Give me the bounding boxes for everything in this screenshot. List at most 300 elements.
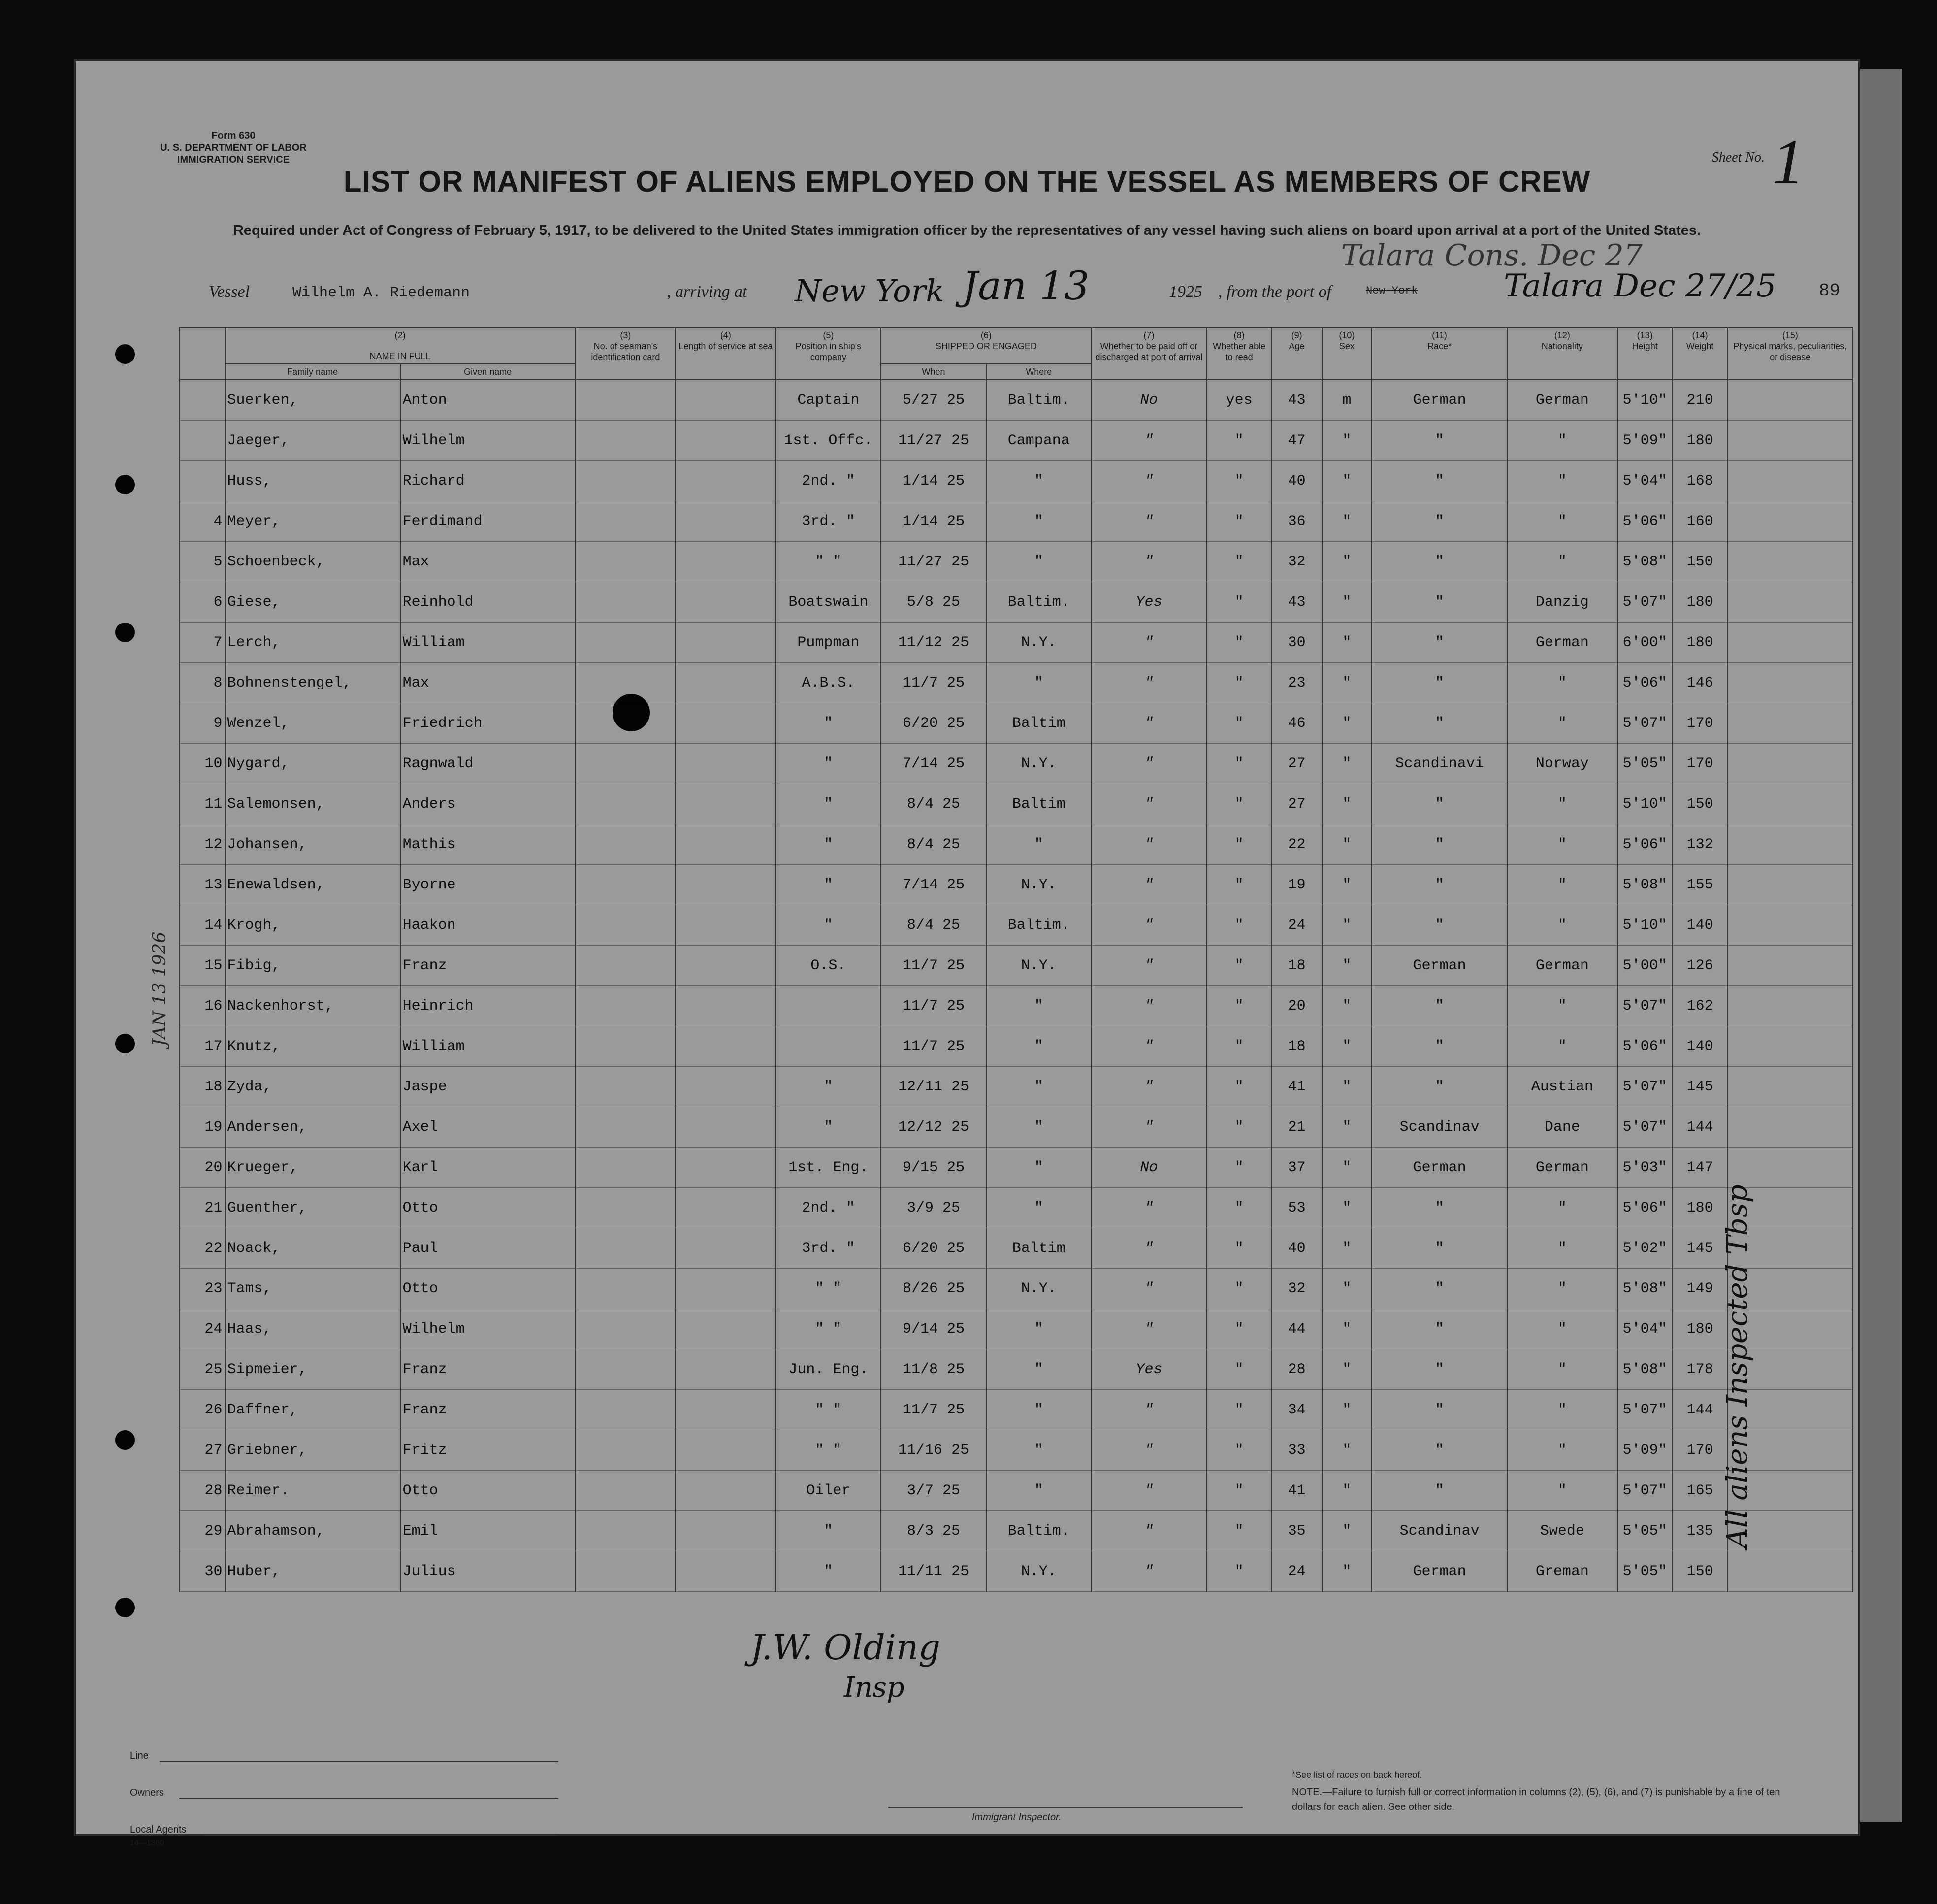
col-given-name: Given name xyxy=(400,364,576,380)
sex-cell: " xyxy=(1322,1269,1372,1309)
seaman-card-cell xyxy=(576,946,676,986)
age-cell: 23 xyxy=(1272,663,1322,703)
able-to-read-cell: " xyxy=(1207,1390,1272,1430)
able-to-read-cell: " xyxy=(1207,703,1272,744)
underlying-page-edge xyxy=(1856,69,1902,1822)
given-name-cell: Mathis xyxy=(400,824,576,865)
shipped-when-cell: 11/7 25 xyxy=(881,1026,986,1067)
race-cell: German xyxy=(1372,946,1507,986)
given-name-cell: Otto xyxy=(400,1471,576,1511)
position-cell: " " xyxy=(776,1430,881,1471)
nationality-cell: " xyxy=(1507,501,1617,542)
paid-off-cell: " xyxy=(1092,1390,1207,1430)
weight-cell: 145 xyxy=(1673,1228,1728,1269)
length-of-service-cell xyxy=(676,1148,775,1188)
line-rule xyxy=(160,1761,558,1762)
seaman-card-cell xyxy=(576,1349,676,1390)
row-number-cell: 19 xyxy=(180,1107,225,1148)
position-cell: " " xyxy=(776,1269,881,1309)
sex-cell: " xyxy=(1322,1551,1372,1592)
race-cell: " xyxy=(1372,582,1507,623)
punch-hole xyxy=(115,475,135,494)
age-cell: 53 xyxy=(1272,1188,1322,1228)
able-to-read-cell: " xyxy=(1207,1188,1272,1228)
given-name-cell: Ferdimand xyxy=(400,501,576,542)
able-to-read-cell: " xyxy=(1207,1228,1272,1269)
nationality-cell: Swede xyxy=(1507,1511,1617,1551)
paid-off-cell: " xyxy=(1092,501,1207,542)
paid-off-cell: " xyxy=(1092,986,1207,1026)
seaman-card-cell xyxy=(576,1026,676,1067)
sex-cell: " xyxy=(1322,784,1372,824)
shipped-when-cell: 11/7 25 xyxy=(881,1390,986,1430)
length-of-service-cell xyxy=(676,1309,775,1349)
age-cell: 43 xyxy=(1272,380,1322,421)
shipped-when-cell: 11/8 25 xyxy=(881,1349,986,1390)
physical-marks-cell xyxy=(1728,824,1853,865)
paid-off-cell: " xyxy=(1092,623,1207,663)
length-of-service-cell xyxy=(676,905,775,946)
position-cell: 2nd. " xyxy=(776,1188,881,1228)
race-cell: " xyxy=(1372,1026,1507,1067)
position-cell: Pumpman xyxy=(776,623,881,663)
paid-off-cell: " xyxy=(1092,542,1207,582)
height-cell: 5'07" xyxy=(1617,1471,1673,1511)
table-body xyxy=(180,380,1853,1592)
sex-cell: " xyxy=(1322,744,1372,784)
race-cell: " xyxy=(1372,1269,1507,1309)
race-cell: " xyxy=(1372,663,1507,703)
shipped-where-cell: Baltim. xyxy=(986,380,1092,421)
weight-cell: 180 xyxy=(1673,1188,1728,1228)
paid-off-cell: " xyxy=(1092,865,1207,905)
family-name-cell: Lerch, xyxy=(225,623,400,663)
height-cell: 5'07" xyxy=(1617,1107,1673,1148)
seaman-card-cell xyxy=(576,1471,676,1511)
race-cell: " xyxy=(1372,1349,1507,1390)
sex-cell: " xyxy=(1322,905,1372,946)
nationality-cell: " xyxy=(1507,784,1617,824)
table-row xyxy=(180,663,1853,703)
from-port-label: , from the port of xyxy=(1218,283,1332,301)
length-of-service-cell xyxy=(676,380,775,421)
inspector-label: Immigrant Inspector. xyxy=(972,1812,1062,1823)
weight-cell: 149 xyxy=(1673,1269,1728,1309)
age-cell: 22 xyxy=(1272,824,1322,865)
shipped-where-cell: " xyxy=(986,1390,1092,1430)
family-name-cell: Fibig, xyxy=(225,946,400,986)
race-cell: " xyxy=(1372,865,1507,905)
family-name-cell: Nygard, xyxy=(225,744,400,784)
table-row xyxy=(180,824,1853,865)
family-name-cell: Huss, xyxy=(225,461,400,501)
shipped-when-cell: 7/14 25 xyxy=(881,744,986,784)
table-header xyxy=(180,328,1853,380)
given-name-cell: Emil xyxy=(400,1511,576,1551)
race-cell: " xyxy=(1372,1188,1507,1228)
race-cell: " xyxy=(1372,784,1507,824)
table-row xyxy=(180,1430,1853,1471)
row-number-cell: 16 xyxy=(180,986,225,1026)
length-of-service-cell xyxy=(676,946,775,986)
department-name: U. S. DEPARTMENT OF LABOR xyxy=(160,142,307,153)
family-name-cell: Tams, xyxy=(225,1269,400,1309)
punch-hole xyxy=(115,1034,135,1053)
seaman-card-cell xyxy=(576,865,676,905)
paid-off-cell: " xyxy=(1092,1430,1207,1471)
table-row xyxy=(180,1309,1853,1349)
shipped-when-cell: 8/4 25 xyxy=(881,905,986,946)
given-name-cell: Haakon xyxy=(400,905,576,946)
height-cell: 5'08" xyxy=(1617,542,1673,582)
sex-cell: " xyxy=(1322,946,1372,986)
age-cell: 24 xyxy=(1272,1551,1322,1592)
row-number-cell: 10 xyxy=(180,744,225,784)
shipped-when-cell: 11/7 25 xyxy=(881,986,986,1026)
row-number-cell: 20 xyxy=(180,1148,225,1188)
family-name-cell: Meyer, xyxy=(225,501,400,542)
arriving-port: New York xyxy=(795,273,944,309)
given-name-cell: Wilhelm xyxy=(400,421,576,461)
page-subtitle: Required under Act of Congress of February 5, 1917, to be delivered to the United States immigration officer by the representatives of any vessel having such aliens on board upon arrival at a port of the United States. xyxy=(233,223,1701,238)
sex-cell: " xyxy=(1322,1107,1372,1148)
length-of-service-cell xyxy=(676,623,775,663)
weight-cell: 180 xyxy=(1673,1309,1728,1349)
length-of-service-cell xyxy=(676,1349,775,1390)
physical-marks-cell xyxy=(1728,1148,1853,1188)
position-cell: " xyxy=(776,824,881,865)
col-length-service: (4) Length of service at sea xyxy=(676,328,775,380)
position-cell: " " xyxy=(776,1309,881,1349)
given-name-cell: Franz xyxy=(400,946,576,986)
shipped-when-cell: 5/27 25 xyxy=(881,380,986,421)
length-of-service-cell xyxy=(676,1511,775,1551)
physical-marks-cell xyxy=(1728,784,1853,824)
table-row xyxy=(180,1067,1853,1107)
family-name-cell: Schoenbeck, xyxy=(225,542,400,582)
sex-cell: " xyxy=(1322,623,1372,663)
paid-off-cell: " xyxy=(1092,744,1207,784)
family-name-cell: Jaeger, xyxy=(225,421,400,461)
race-cell: " xyxy=(1372,1067,1507,1107)
col-height: (13) Height xyxy=(1617,328,1673,380)
sex-cell: " xyxy=(1322,1026,1372,1067)
weight-cell: 162 xyxy=(1673,986,1728,1026)
shipped-where-cell: " xyxy=(986,501,1092,542)
sex-cell: " xyxy=(1322,1471,1372,1511)
sex-cell: " xyxy=(1322,663,1372,703)
shipped-when-cell: 5/8 25 xyxy=(881,582,986,623)
race-cell: " xyxy=(1372,1430,1507,1471)
length-of-service-cell xyxy=(676,824,775,865)
col-able-read: (8) Whether able to read xyxy=(1207,328,1272,380)
able-to-read-cell: " xyxy=(1207,1269,1272,1309)
nationality-cell: " xyxy=(1507,703,1617,744)
age-cell: 27 xyxy=(1272,744,1322,784)
age-cell: 46 xyxy=(1272,703,1322,744)
family-name-cell: Haas, xyxy=(225,1309,400,1349)
able-to-read-cell: " xyxy=(1207,946,1272,986)
position-cell: 2nd. " xyxy=(776,461,881,501)
weight-cell: 144 xyxy=(1673,1107,1728,1148)
race-cell: Scandinav xyxy=(1372,1511,1507,1551)
row-number-cell: 4 xyxy=(180,501,225,542)
weight-cell: 168 xyxy=(1673,461,1728,501)
punch-hole xyxy=(115,1430,135,1450)
row-number-cell: 11 xyxy=(180,784,225,824)
row-number-cell: 28 xyxy=(180,1471,225,1511)
sex-cell: " xyxy=(1322,421,1372,461)
paid-off-cell: Yes xyxy=(1092,582,1207,623)
given-name-cell: William xyxy=(400,1026,576,1067)
able-to-read-cell: " xyxy=(1207,1511,1272,1551)
age-cell: 40 xyxy=(1272,1228,1322,1269)
position-cell: " xyxy=(776,905,881,946)
nationality-cell: German xyxy=(1507,1148,1617,1188)
weight-cell: 146 xyxy=(1673,663,1728,703)
position-cell: Oiler xyxy=(776,1471,881,1511)
shipped-where-cell: " xyxy=(986,1148,1092,1188)
family-name-cell: Reimer. xyxy=(225,1471,400,1511)
given-name-cell: Anders xyxy=(400,784,576,824)
family-name-cell: Giese, xyxy=(225,582,400,623)
table-row xyxy=(180,744,1853,784)
height-cell: 5'09" xyxy=(1617,1430,1673,1471)
service-name: IMMIGRATION SERVICE xyxy=(177,154,290,165)
page-title: LIST OR MANIFEST OF ALIENS EMPLOYED ON THE VESSEL AS MEMBERS OF CREW xyxy=(343,165,1591,198)
weight-cell: 160 xyxy=(1673,501,1728,542)
paid-off-cell: " xyxy=(1092,946,1207,986)
weight-cell: 180 xyxy=(1673,623,1728,663)
nationality-cell: " xyxy=(1507,1390,1617,1430)
able-to-read-cell: yes xyxy=(1207,380,1272,421)
shipped-where-cell: " xyxy=(986,1107,1092,1148)
seaman-card-cell xyxy=(576,380,676,421)
shipped-where-cell: Baltim xyxy=(986,703,1092,744)
position-cell: 1st. Offc. xyxy=(776,421,881,461)
length-of-service-cell xyxy=(676,1390,775,1430)
col-paid-off: (7) Whether to be paid off or discharged at port of arrival xyxy=(1092,328,1207,380)
height-cell: 5'06" xyxy=(1617,501,1673,542)
seaman-card-cell xyxy=(576,1511,676,1551)
table-row xyxy=(180,865,1853,905)
family-name-cell: Krueger, xyxy=(225,1148,400,1188)
shipped-when-cell: 8/26 25 xyxy=(881,1269,986,1309)
shipped-when-cell: 11/7 25 xyxy=(881,663,986,703)
sheet-number: 1 xyxy=(1772,127,1804,197)
shipped-when-cell: 11/27 25 xyxy=(881,421,986,461)
table-row xyxy=(180,1390,1853,1430)
weight-cell: 165 xyxy=(1673,1471,1728,1511)
age-cell: 33 xyxy=(1272,1430,1322,1471)
shipped-when-cell: 8/4 25 xyxy=(881,824,986,865)
weight-cell: 170 xyxy=(1673,1430,1728,1471)
nationality-cell: " xyxy=(1507,1228,1617,1269)
row-number-cell: 18 xyxy=(180,1067,225,1107)
family-name-cell: Abrahamson, xyxy=(225,1511,400,1551)
height-cell: 5'08" xyxy=(1617,1349,1673,1390)
seaman-card-cell xyxy=(576,623,676,663)
table-row xyxy=(180,784,1853,824)
shipped-when-cell: 11/11 25 xyxy=(881,1551,986,1592)
weight-cell: 180 xyxy=(1673,582,1728,623)
inspector-rule xyxy=(888,1807,1243,1808)
family-name-cell: Salemonsen, xyxy=(225,784,400,824)
age-cell: 47 xyxy=(1272,421,1322,461)
position-cell: " xyxy=(776,784,881,824)
nationality-cell: " xyxy=(1507,663,1617,703)
table-row xyxy=(180,1471,1853,1511)
age-cell: 43 xyxy=(1272,582,1322,623)
row-number-cell xyxy=(180,380,225,421)
height-cell: 5'04" xyxy=(1617,461,1673,501)
table-row xyxy=(180,542,1853,582)
row-number-cell: 12 xyxy=(180,824,225,865)
shipped-where-cell: " xyxy=(986,1067,1092,1107)
position-cell: " xyxy=(776,1551,881,1592)
seaman-card-cell xyxy=(576,1188,676,1228)
col-physical-marks: (15) Physical marks, peculiarities, or disease xyxy=(1728,328,1853,380)
sex-cell: " xyxy=(1322,1390,1372,1430)
vessel-label: Vessel xyxy=(209,283,250,301)
sheet-label: Sheet No. xyxy=(1711,150,1765,165)
shipped-where-cell: " xyxy=(986,986,1092,1026)
given-name-cell: Fritz xyxy=(400,1430,576,1471)
weight-cell: 170 xyxy=(1673,703,1728,744)
height-cell: 5'10" xyxy=(1617,380,1673,421)
family-name-cell: Griebner, xyxy=(225,1430,400,1471)
given-name-cell: Paul xyxy=(400,1228,576,1269)
col-sex: (10) Sex xyxy=(1322,328,1372,380)
shipped-where-cell: Baltim. xyxy=(986,1511,1092,1551)
weight-cell: 145 xyxy=(1673,1067,1728,1107)
shipped-when-cell: 12/11 25 xyxy=(881,1067,986,1107)
table-row xyxy=(180,1148,1853,1188)
able-to-read-cell: " xyxy=(1207,542,1272,582)
race-cell: Scandinavi xyxy=(1372,744,1507,784)
table-row xyxy=(180,380,1853,421)
age-cell: 41 xyxy=(1272,1471,1322,1511)
seaman-card-cell xyxy=(576,1269,676,1309)
height-cell: 5'09" xyxy=(1617,421,1673,461)
physical-marks-cell xyxy=(1728,905,1853,946)
given-name-cell: Reinhold xyxy=(400,582,576,623)
race-cell: German xyxy=(1372,1551,1507,1592)
able-to-read-cell: " xyxy=(1207,905,1272,946)
weight-cell: 150 xyxy=(1673,784,1728,824)
nationality-cell: " xyxy=(1507,1269,1617,1309)
able-to-read-cell: " xyxy=(1207,1107,1272,1148)
given-name-cell: Otto xyxy=(400,1188,576,1228)
physical-marks-cell xyxy=(1728,663,1853,703)
col-race: (11) Race* xyxy=(1372,328,1507,380)
age-cell: 30 xyxy=(1272,623,1322,663)
seaman-card-cell xyxy=(576,703,676,744)
sex-cell: " xyxy=(1322,865,1372,905)
paid-off-cell: " xyxy=(1092,663,1207,703)
race-cell: German xyxy=(1372,1148,1507,1188)
weight-cell: 140 xyxy=(1673,905,1728,946)
weight-cell: 180 xyxy=(1673,421,1728,461)
sex-cell: " xyxy=(1322,501,1372,542)
sex-cell: " xyxy=(1322,1188,1372,1228)
family-name-cell: Noack, xyxy=(225,1228,400,1269)
seaman-card-cell xyxy=(576,986,676,1026)
position-cell: Captain xyxy=(776,380,881,421)
weight-cell: 132 xyxy=(1673,824,1728,865)
weight-cell: 150 xyxy=(1673,542,1728,582)
shipped-where-cell: " xyxy=(986,1309,1092,1349)
family-name-cell: Wenzel, xyxy=(225,703,400,744)
physical-marks-cell xyxy=(1728,865,1853,905)
paid-off-cell: " xyxy=(1092,703,1207,744)
row-number-cell: 27 xyxy=(180,1430,225,1471)
nationality-cell: " xyxy=(1507,542,1617,582)
shipped-when-cell: 7/14 25 xyxy=(881,865,986,905)
race-cell: Scandinav xyxy=(1372,1107,1507,1148)
row-number-cell: 6 xyxy=(180,582,225,623)
sex-cell: " xyxy=(1322,1309,1372,1349)
shipped-when-cell: 6/20 25 xyxy=(881,1228,986,1269)
physical-marks-cell xyxy=(1728,1067,1853,1107)
height-cell: 5'07" xyxy=(1617,703,1673,744)
position-cell: Boatswain xyxy=(776,582,881,623)
physical-marks-cell xyxy=(1728,501,1853,542)
sex-cell: " xyxy=(1322,542,1372,582)
age-cell: 21 xyxy=(1272,1107,1322,1148)
race-cell: " xyxy=(1372,1309,1507,1349)
table-row xyxy=(180,1188,1853,1228)
shipped-when-cell: 9/15 25 xyxy=(881,1148,986,1188)
physical-marks-cell xyxy=(1728,542,1853,582)
family-name-cell: Suerken, xyxy=(225,380,400,421)
form-number: Form 630 xyxy=(211,131,256,141)
length-of-service-cell xyxy=(676,1430,775,1471)
table-row xyxy=(180,421,1853,461)
row-number-cell: 22 xyxy=(180,1228,225,1269)
row-number-cell xyxy=(180,421,225,461)
shipped-where-cell: N.Y. xyxy=(986,865,1092,905)
age-cell: 37 xyxy=(1272,1148,1322,1188)
able-to-read-cell: " xyxy=(1207,744,1272,784)
family-name-cell: Johansen, xyxy=(225,824,400,865)
from-port: Talara Dec 27/25 xyxy=(1504,268,1776,304)
table-row xyxy=(180,461,1853,501)
length-of-service-cell xyxy=(676,1188,775,1228)
row-number-cell: 13 xyxy=(180,865,225,905)
seaman-card-cell xyxy=(576,824,676,865)
length-of-service-cell xyxy=(676,1107,775,1148)
shipped-when-cell: 1/14 25 xyxy=(881,461,986,501)
position-cell: " xyxy=(776,865,881,905)
weight-cell: 150 xyxy=(1673,1551,1728,1592)
owners-label: Owners xyxy=(130,1787,164,1798)
nationality-cell: Norway xyxy=(1507,744,1617,784)
paid-off-cell: " xyxy=(1092,1511,1207,1551)
position-cell: 3rd. " xyxy=(776,1228,881,1269)
col-weight: (14) Weight xyxy=(1673,328,1728,380)
family-name-cell: Andersen, xyxy=(225,1107,400,1148)
col-where: Where xyxy=(986,364,1092,380)
nationality-cell: Dane xyxy=(1507,1107,1617,1148)
page-number: 89 xyxy=(1819,281,1840,301)
race-cell: " xyxy=(1372,1228,1507,1269)
paid-off-cell: " xyxy=(1092,1471,1207,1511)
shipped-where-cell: N.Y. xyxy=(986,946,1092,986)
row-number-cell: 14 xyxy=(180,905,225,946)
upper-port-note: Talara Cons. Dec 27 xyxy=(1341,238,1643,273)
position-cell: 1st. Eng. xyxy=(776,1148,881,1188)
